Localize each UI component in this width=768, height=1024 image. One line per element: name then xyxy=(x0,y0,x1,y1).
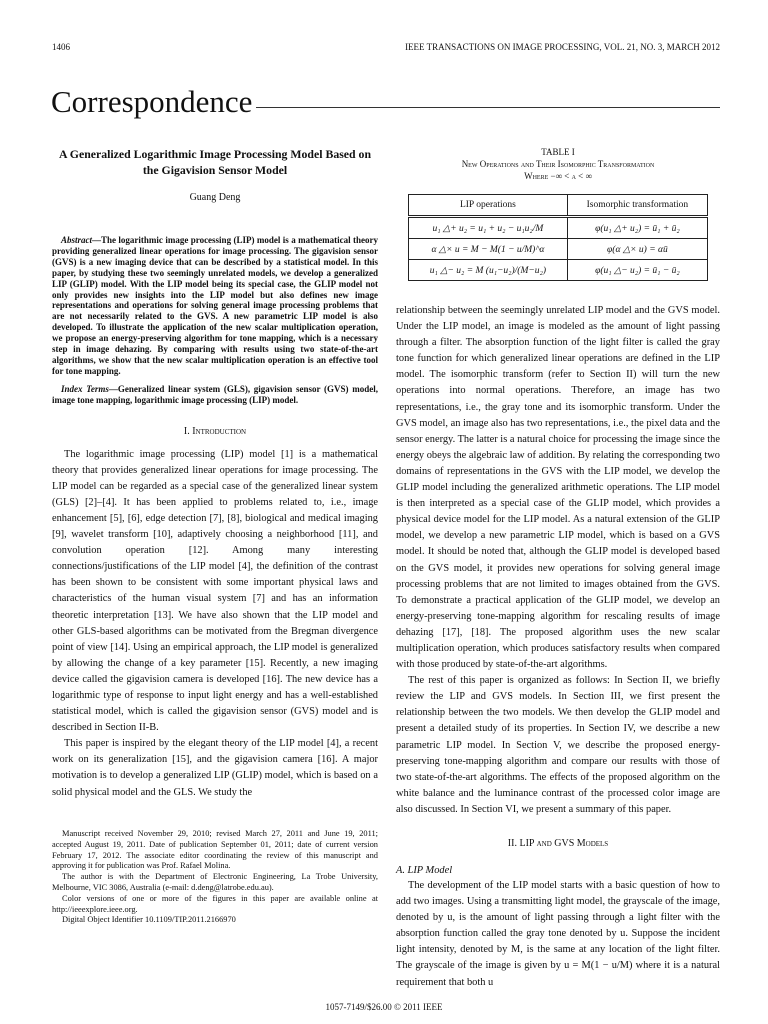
footnote-paragraph: Manuscript received November 29, 2010; revised March 27, 2011 and June 19, 2011; accepted August 19, 2011. Date of publication September 01, 2011; date of current version February 17, 2012. The associate editor coordinating the review of this manuscript and approving it for publication was Prof. Rafael Molina. xyxy=(52,829,378,871)
abstract xyxy=(52,235,378,377)
running-head: IEEE TRANSACTIONS ON IMAGE PROCESSING, VOL. 21, NO. 3, MARCH 2012 xyxy=(405,42,720,52)
table-cell: φ(α △× u) = αū xyxy=(567,239,707,260)
table-number: TABLE I xyxy=(541,147,575,157)
index-terms xyxy=(52,384,378,406)
left-column xyxy=(52,146,378,801)
footnote-paragraph: Color versions of one or more of the figures in this paper are available online at http://ieeexplore.ieee.org. xyxy=(52,893,378,914)
right-body xyxy=(396,303,720,991)
lip-operations-table xyxy=(408,194,708,281)
intro-paragraph: This paper is inspired by the elegant theory of the LIP model [4], a recent work on its generalization [15], and the gigavision camera [16]. A major motivation is to develop a generalized LIP (GLIP) model, which is based on a solid physical model and the GLS. We study the xyxy=(52,738,378,798)
table-header-lip: LIP operations xyxy=(409,195,568,217)
abstract-text: —The logarithmic image processing (LIP) model is a mathematical theory providing generalized linear operations for image processing. The gigavision sensor (GVS) is a new imaging device that can be described by a statistical model. In this paper, by studying these two seemingly unrelated models, we develop a generalized LIP (GLIP) model. With the LIP model being its special case, the GLIP model not only provides new insights into the LIP model but also defines new image representations and operations for solving general image processing problems that are not necessarily related to the GVS. A new parametric LIP model is also developed. To illustrate the application of the new scalar multiplication operation, we propose an energy-preserving algorithm for tone mapping, which is a necessary step in image dehazing. By comparing with results using two state-of-the-art algorithms, we show that the new scalar multiplication operation is an effective tool for tone mapping. xyxy=(52,235,378,376)
subsection-heading: A. LIP Model xyxy=(396,865,453,876)
table-header-isomorphic: Isomorphic transformation xyxy=(567,195,707,217)
table-row xyxy=(409,260,708,281)
table-row xyxy=(409,217,708,239)
page-number: 1406 xyxy=(52,42,70,52)
table-cell: α △× u = M − M(1 − u/M)^α xyxy=(409,239,568,260)
section-rule xyxy=(256,107,720,108)
section-label: Correspondence xyxy=(51,84,253,119)
table-cell: u₁ △− u₂ = M (u₁−u₂)/(M−u₂) xyxy=(409,260,568,281)
table-header-row xyxy=(409,195,708,217)
table-title: New Operations and Their Isomorphic Transformation xyxy=(461,159,655,169)
section2-heading: II. LIP and GVS Models xyxy=(507,838,609,849)
table-cell: φ(u₁ △+ u₂) = ū₁ + ū₂ xyxy=(567,217,707,239)
author: Guang Deng xyxy=(189,192,241,203)
intro-paragraph: The logarithmic image processing (LIP) model [1] is a mathematical theory that provides generalized linear operations for image processing. The LIP model can be regarded as a special case of the generalized linear system (GLS) [2]–[4]. It has been applied to problems related to, i.e., image enhancement [5], [6], edge detection [7], [8], biological and medical imaging [9], wavelet transform [10], adaptively choosing a neighborhood [11], and convolution operation [12]. Among many interesting connections/justifications of the LIP model [4], the definition of the contrast has been shown to be consistent with some important physical laws and characteristics of the human visual system [7] and has an information theoretic interpretation [13]. We have also shown that the LIP model and other GLS-based algorithms can be motivated from the Bregman divergence point of view [14]. Using an empirical approach, the LIP model is generalized by allowing the change of a key parameter [15]. Recently, a new imaging device called the gigavision camera is developed [16]. The new device has a logarithmic type of response to input light energy and has a well-established statistical model, which is called the gigavision sensor (GVS) model and is described in Section II-B. xyxy=(52,448,378,734)
body-paragraph: relationship between the seemingly unrelated LIP model and the GVS model. Under the LIP model, an image is modeled as the amount of light passing through a filter. The absorption function of the light filter is called the gray tone function for which generalized linear operations are defined in the LIP model. The isomorphic transform (refer to Section II) will turn the new operations into normal operations. Therefore, an image has two representations, i.e., the gray tone and its isomorphic transform. Under the GVS model, an image also has two representations, i.e., the pixel data and the sensor energy. The latter is a natural choice for processing the image since the energy obeys the algebraic law of addition. By relating the corresponding two domains of representations in the GVS with the LIP model, we develop the GLIP model including the generalized arithmetic operations. The LIP model is then interpreted as a special case of the GLIP model, which provides a physical device model for the LIP model. As a natural extension of the GLIP model, we develop a new parametric LIP model, which is based on a GVS model. It should be noted that, although the GLIP model is developed based on the GVS model, it provides new operations for solving general image processing problems that are not limited to images obtained from the GVS. To demonstrate a practical application of the GLIP model, we develop an energy-preserving tone-mapping algorithm for rescaling results of image dehazing [17], [18]. The proposed algorithm uses the new scalar multiplication operation, which produces satisfactory results when compared with those produced by state-of-the-art algorithms. xyxy=(396,305,720,671)
intro-heading: I. Introduction xyxy=(183,425,247,437)
right-column xyxy=(396,146,720,991)
body-paragraph: The rest of this paper is organized as follows: In Section II, we briefly review the LIP and GVS models. In Section III, we first present the relationship between the two models. We then develop the GLIP model and present a detailed study of its properties. In Section IV, we describe a new parametric LIP model. In Section V, we describe the proposed energy-preserving tone-mapping algorithm and compare our results with those of two state-of-the-art algorithms. The effects of the proposed algorithm on the white balance and the luminance contrast of the processed color image are also discussed. In Section VI, we present a summary of this paper. xyxy=(396,675,720,815)
table-row xyxy=(409,239,708,260)
footnote-paragraph: The author is with the Department of Electronic Engineering, La Trobe University, Melbourne, VIC 3086, Australia (e-mail: d.deng@latrobe.edu.au). xyxy=(52,872,378,892)
table-cell: φ(u₁ △− u₂) = ū₁ − ū₂ xyxy=(567,260,707,281)
footnote xyxy=(52,829,378,926)
table-subtitle: Where −∞ < α < ∞ xyxy=(524,171,592,181)
index-terms-text: —Generalized linear system (GLS), gigavision sensor (GVS) model, image tone mapping, logarithmic image processing (LIP) model. xyxy=(52,383,378,405)
abstract-label: Abstract xyxy=(61,235,93,245)
paper-title: A Generalized Logarithmic Image Processing Model Based on the Gigavision Sensor Model xyxy=(58,147,372,177)
body-paragraph: The development of the LIP model starts with a basic question of how to add two images. Using a transmitting light model, the grayscale of the image, denoted by u, is the amount of light passing through a light filter with the absorption function called the gray tone denoted by u. Suppose the incident light intensity, denoted by M, is the same at any location of the light filter. The grayscale of the image is given by u = M(1 − u/M) where it is a natural requirement that both u xyxy=(396,880,720,988)
table-cell: u₁ △+ u₂ = u₁ + u₂ − u₁u₂/M xyxy=(409,217,568,239)
copyright: 1057-7149/$26.00 © 2011 IEEE xyxy=(325,1002,443,1012)
footnote-paragraph: Digital Object Identifier 10.1109/TIP.2011.2166970 xyxy=(62,915,236,925)
table-caption xyxy=(396,146,720,182)
index-terms-label: Index Terms xyxy=(61,383,109,394)
